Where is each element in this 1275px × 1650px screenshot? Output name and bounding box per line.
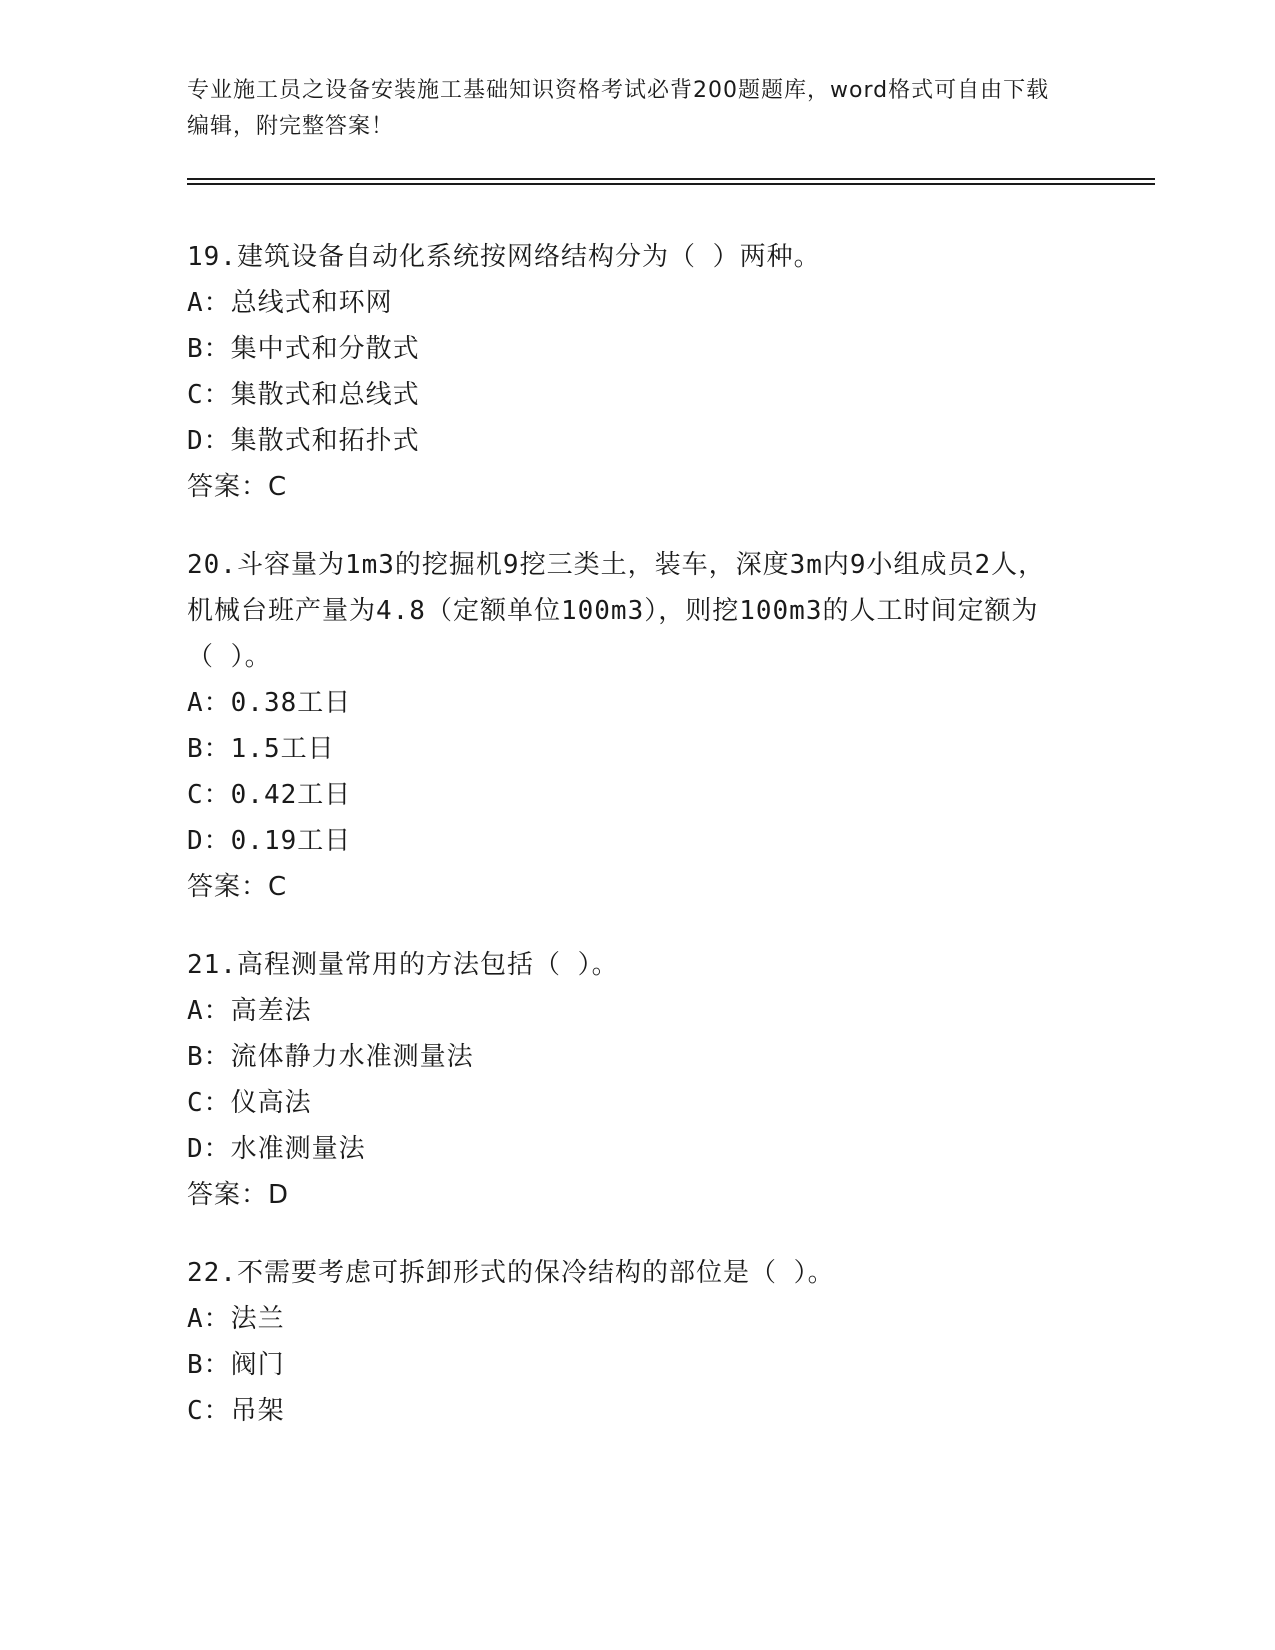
option-d: D：集散式和拓扑式	[187, 426, 420, 456]
option-d: D：水准测量法	[187, 1134, 366, 1164]
question-22	[187, 1250, 1087, 1434]
question-text: 20.斗容量为1m3的挖掘机9挖三类土，装车，深度3m内9小组成员2人，机械台班产量为4.8（定额单位100m3），则挖100m3的人工时间定额为（ ）。	[187, 550, 1046, 672]
option-c: C：仪高法	[187, 1088, 312, 1118]
answer: 答案：D	[187, 1180, 290, 1210]
option-a: A：0.38工日	[187, 688, 352, 718]
option-c: C：集散式和总线式	[187, 380, 420, 410]
question-20	[187, 542, 1087, 910]
answer: 答案：C	[187, 472, 288, 502]
header-divider-top	[187, 178, 1155, 180]
option-c: C：吊架	[187, 1396, 285, 1426]
option-b: B：阀门	[187, 1350, 285, 1380]
option-a: A：总线式和环网	[187, 288, 393, 318]
document-header: 专业施工员之设备安装施工基础知识资格考试必背200题题库，word格式可自由下载编辑，附完整答案！	[187, 78, 1050, 139]
option-b: B：流体静力水准测量法	[187, 1042, 474, 1072]
option-b: B：集中式和分散式	[187, 334, 420, 364]
option-d: D：0.19工日	[187, 826, 352, 856]
question-21	[187, 942, 1087, 1218]
question-19	[187, 234, 1087, 510]
answer: 答案：C	[187, 872, 288, 902]
option-b: B：1.5工日	[187, 734, 335, 764]
question-text: 22.不需要考虑可拆卸形式的保冷结构的部位是（ ）。	[187, 1258, 835, 1288]
option-a: A：法兰	[187, 1304, 285, 1334]
question-list	[187, 234, 1087, 1466]
question-text: 19.建筑设备自动化系统按网络结构分为（ ）两种。	[187, 242, 821, 272]
question-text: 21.高程测量常用的方法包括（ ）。	[187, 950, 619, 980]
header-divider-bottom	[187, 183, 1155, 185]
option-c: C：0.42工日	[187, 780, 352, 810]
option-a: A：高差法	[187, 996, 312, 1026]
